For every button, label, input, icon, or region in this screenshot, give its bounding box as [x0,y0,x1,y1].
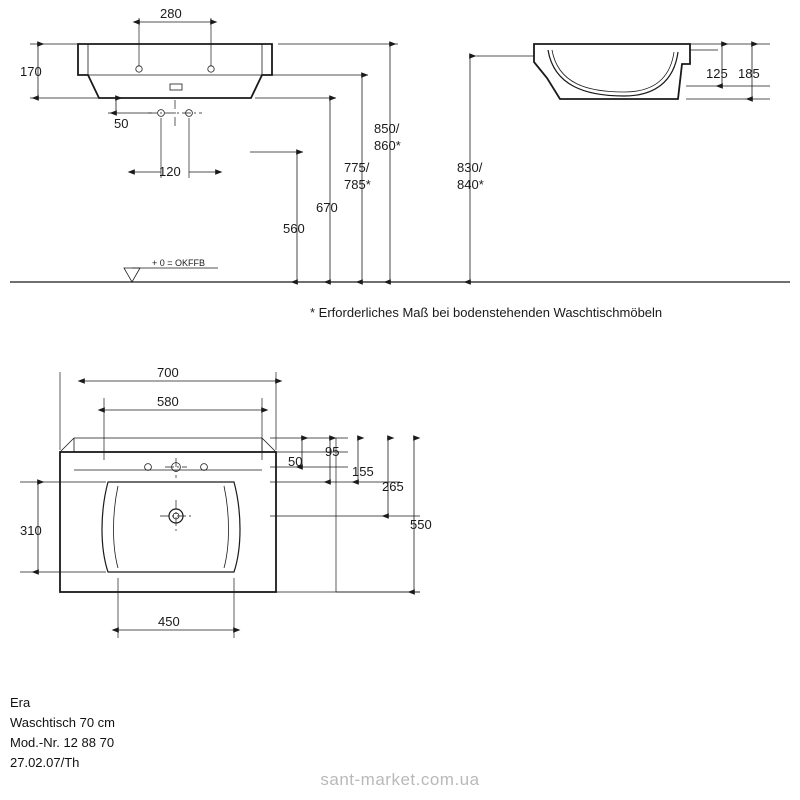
caption-line-4: 27.02.07/Th [10,755,80,770]
okffb-triangle-symbol [124,268,140,282]
dim-label-860: 860* [374,138,401,153]
dim-label-170: 170 [20,64,42,79]
dim-label-p265: 265 [382,479,404,494]
dim-label-830: 830/ [457,160,483,175]
dim-label-125: 125 [706,66,728,81]
dim-label-775: 775/ [344,160,370,175]
dim-label-840: 840* [457,177,484,192]
dim-label-p95: 95 [325,444,340,459]
dim-label-185: 185 [738,66,760,81]
dim-label-50: 50 [114,116,129,131]
okffb-label: + 0 = OKFFB [152,258,206,268]
side-elevation-view [457,44,770,282]
plan-view [20,365,432,638]
dim-label-580: 580 [157,394,179,409]
plan-outer-outline [60,452,276,592]
caption-line-3: Mod.-Nr. 12 88 70 [10,735,115,750]
caption-line-1: Era [10,695,31,710]
footnote-text: * Erforderliches Maß bei bodenstehenden Waschtischmöbeln [310,305,663,320]
dim-label-280: 280 [160,6,182,21]
caption-block [10,695,115,770]
basin-side-outline [534,44,690,99]
dim-label-p50: 50 [288,454,303,469]
dim-label-p155: 155 [352,464,374,479]
dim-label-785: 785* [344,177,371,192]
watermark: sant-market.com.ua [320,770,480,789]
dim-label-p550: 550 [410,517,432,532]
dim-label-310: 310 [20,523,42,538]
dim-label-670: 670 [316,200,338,215]
dim-label-700: 700 [157,365,179,380]
dim-label-560: 560 [283,221,305,236]
dim-label-450: 450 [158,614,180,629]
dim-label-850: 850/ [374,121,400,136]
plan-rear-ledge [60,438,276,452]
caption-line-2: Waschtisch 70 cm [10,715,115,730]
dim-label-120: 120 [159,164,181,179]
